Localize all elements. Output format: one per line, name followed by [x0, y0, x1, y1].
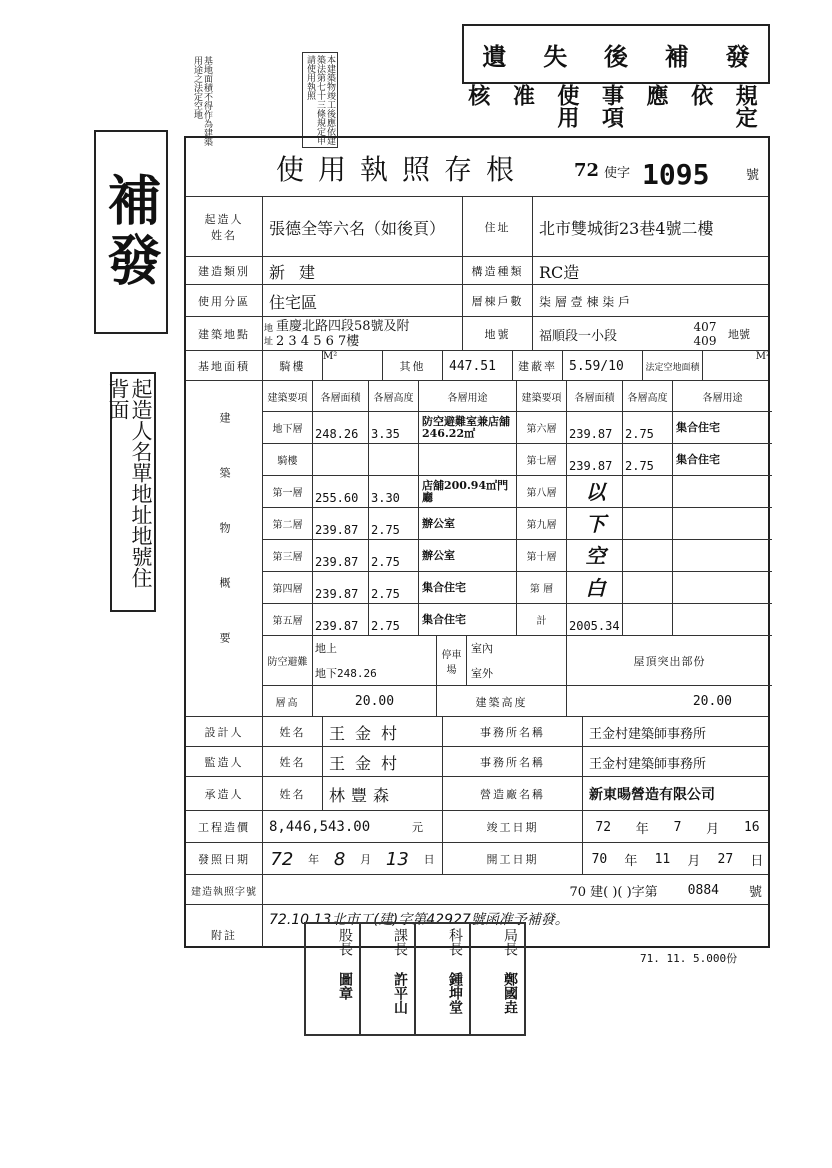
lot-no2: 409 — [693, 334, 717, 348]
rule-char: 事項 — [598, 84, 625, 128]
permit-suffix: 號 — [746, 168, 760, 183]
floor-area: 239.87 — [566, 411, 622, 443]
floor-name: 第一層 — [262, 475, 312, 507]
arcade-unit: M² — [322, 351, 382, 381]
floor-name: 第十層 — [516, 539, 566, 571]
start-year: 70 — [591, 851, 608, 867]
floor-use: 集合住宅 — [418, 603, 516, 635]
designer-name: 王金村 — [322, 717, 442, 747]
supervisor-name: 王金村 — [322, 747, 442, 777]
shelter-values — [312, 635, 436, 685]
cost-unit: 元 — [412, 821, 423, 834]
supervisor-office: 王金村建築師事務所 — [582, 747, 772, 777]
signoff-name: 圖章 — [337, 972, 353, 1000]
issue-label: 發照日期 — [198, 853, 250, 866]
designer-row — [186, 716, 768, 747]
owner-row — [186, 196, 768, 257]
bldg-height-label: 建築高度 — [436, 685, 566, 717]
floor-use: 店舖200.94㎡門廳 — [418, 475, 516, 507]
finish-y: 年 — [635, 821, 649, 837]
lot-no1: 407 — [693, 320, 717, 334]
signoff-box — [304, 922, 526, 1036]
floor-area: 白 — [566, 571, 622, 603]
reissue-stamp: 補發 — [94, 130, 168, 334]
floor-area: 下 — [566, 507, 622, 539]
ratio-value: 5.59/10 — [562, 351, 642, 381]
form-header — [186, 138, 768, 196]
floor-name: 第七層 — [516, 443, 566, 475]
issue-day: 13 — [385, 848, 409, 870]
ratio-label: 建蔽率 — [512, 351, 562, 381]
signoff-name: 許平山 — [392, 972, 408, 1014]
floor-use: 辦公室 — [418, 539, 516, 571]
floor-name: 第八層 — [516, 475, 566, 507]
permit-year: 72 — [574, 160, 600, 181]
finish-year: 72 — [595, 819, 612, 835]
floors-grid — [262, 381, 772, 717]
floor-height — [368, 443, 418, 475]
owner-label-bottom: 姓名 — [211, 229, 237, 242]
floor-name: 第九層 — [516, 507, 566, 539]
signoff-col: 局長 — [502, 928, 518, 956]
type-label: 建造類別 — [198, 265, 250, 278]
floor-height: 2.75 — [622, 411, 672, 443]
floor-height: 3.30 — [368, 475, 418, 507]
floor-use — [672, 571, 772, 603]
open-area-label: 法定空地面積 — [642, 351, 702, 381]
table-header: 建築要項 — [262, 381, 312, 411]
floor-height: 2.75 — [368, 507, 418, 539]
finish-month: 7 — [673, 819, 682, 835]
floor-name: 地下層 — [262, 411, 312, 443]
issue-row — [186, 842, 768, 875]
designer-label: 設計人 — [204, 726, 244, 739]
owner-name: 張德全等六名（如後頁） — [262, 197, 462, 257]
contractor-firm-label: 營造廠名稱 — [442, 777, 582, 811]
roof-label: 屋頂突出部份 — [566, 635, 772, 685]
issue-y: 年 — [308, 853, 320, 866]
parking-values — [466, 635, 566, 685]
floor-height — [622, 603, 672, 635]
rule-char: 遺 — [482, 41, 507, 71]
type-value: 新建 — [262, 257, 462, 285]
floor-use — [672, 603, 772, 635]
floor-height — [622, 571, 672, 603]
floor-name: 騎樓 — [262, 443, 312, 475]
table-header: 各層面積 — [566, 381, 622, 411]
floor-height: 2.75 — [622, 443, 672, 475]
floor-use: 辦公室 — [418, 507, 516, 539]
floor-height — [622, 475, 672, 507]
site-label: 建築地點 — [198, 328, 250, 341]
lot-value: 福順段一小段 — [532, 317, 682, 351]
other-value: 447.51 — [442, 351, 512, 381]
open-area-unit: M² — [702, 351, 772, 381]
site-addr-line2: 2 3 4 5 6 7樓 — [276, 334, 360, 349]
cost-row — [186, 810, 768, 843]
remarks-value: 72.10.13北市工(建)字第42927號函准予補發。 — [262, 905, 772, 947]
signoff-name: 鍾坤堂 — [447, 972, 463, 1014]
designer-name-label: 姓名 — [262, 717, 322, 747]
supervisor-label: 監造人 — [204, 756, 244, 769]
floor-area: 239.87 — [312, 539, 368, 571]
parking-in: 室內 — [471, 642, 493, 656]
area-label: 基地面積 — [198, 360, 250, 373]
signoff-col: 課長 — [392, 928, 408, 956]
owner-label-top: 起造人 — [204, 213, 244, 226]
area-row — [186, 350, 768, 381]
shelter-label: 防空避難 — [262, 635, 312, 685]
floor-height — [622, 539, 672, 571]
remarks-label: 附註 — [211, 929, 237, 942]
arcade-label: 騎樓 — [262, 351, 322, 381]
designer-office-label: 事務所名稱 — [442, 717, 582, 747]
contractor-label: 承造人 — [204, 788, 244, 801]
cost-value: 8,446,543.00 — [262, 811, 412, 843]
floor-name: 第四層 — [262, 571, 312, 603]
rule-char: 補 — [664, 41, 689, 71]
permit-suffix-2: 號 — [748, 884, 762, 900]
floor-height: 2.75 — [368, 539, 418, 571]
finish-day: 16 — [743, 819, 760, 835]
floor-use — [672, 539, 772, 571]
floor-height: 2.75 — [368, 571, 418, 603]
start-month: 11 — [654, 851, 671, 867]
supervisor-row — [186, 746, 768, 777]
signoff-col: 科長 — [447, 928, 463, 956]
permit-value: 70 建( )( )字第 — [569, 884, 658, 900]
zone-value: 住宅區 — [262, 285, 462, 317]
owner-addr: 北市雙城街23巷4號二樓 — [532, 197, 772, 257]
start-d: 日 — [750, 853, 764, 869]
zone-label: 使用分區 — [198, 295, 250, 308]
top-note-1: 基地面積不得作為建築用途之法定空地 — [192, 56, 212, 146]
floors-table — [186, 380, 768, 717]
rule-char: 發 — [725, 41, 750, 71]
start-y: 年 — [624, 853, 638, 869]
floor-use: 集合住宅 — [672, 443, 772, 475]
floors-value: 柒 層 壹 棟 柒 戶 — [532, 285, 772, 317]
permit-number: 1095 — [642, 158, 710, 191]
floor-use: 防空避難室兼店舖246.22㎡ — [418, 411, 516, 443]
contractor-name-label: 姓名 — [262, 777, 322, 811]
supervisor-office-label: 事務所名稱 — [442, 747, 582, 777]
site-addr-line1: 重慶北路四段58號及附 — [276, 319, 410, 334]
floor-name: 第二層 — [262, 507, 312, 539]
issue-month: 8 — [333, 848, 346, 870]
floor-area: 248.26 — [312, 411, 368, 443]
issue-d: 日 — [423, 853, 435, 866]
floor-name: 計 — [516, 603, 566, 635]
rule-char: 規定 — [732, 84, 759, 128]
parking-label: 停車場 — [436, 635, 466, 685]
site-sub2: 址 — [263, 337, 273, 347]
shelter-below: 地下248.26 — [315, 666, 377, 680]
permit-form — [184, 136, 770, 948]
owner-addr-label: 住址 — [462, 197, 532, 257]
contractor-name: 林豐森 — [322, 777, 442, 811]
floor-height: 2.75 — [368, 603, 418, 635]
floor-height — [622, 507, 672, 539]
rule-char: 失 — [543, 41, 568, 71]
floor-area: 2005.34 — [566, 603, 622, 635]
floor-area: 255.60 — [312, 475, 368, 507]
floor-use — [672, 475, 772, 507]
rule-char: 准 — [509, 84, 536, 106]
contractor-row — [186, 776, 768, 811]
other-label: 其他 — [382, 351, 442, 381]
cost-label: 工程造價 — [198, 821, 250, 834]
floors-label: 層棟戶數 — [462, 285, 532, 317]
permit-row — [186, 874, 768, 905]
table-header: 各層面積 — [312, 381, 368, 411]
floor-use: 集合住宅 — [418, 571, 516, 603]
section-label: 建築物概要 — [218, 411, 231, 687]
rule-char: 使用 — [553, 84, 580, 128]
table-header: 各層用途 — [672, 381, 772, 411]
page-title: 使用執照存根 — [276, 153, 529, 186]
finish-m: 月 — [706, 821, 720, 837]
signoff-col: 股長 — [337, 928, 353, 956]
floor-area: 空 — [566, 539, 622, 571]
table-header: 各層高度 — [368, 381, 418, 411]
floor-area: 239.87 — [312, 507, 368, 539]
zone-row — [186, 284, 768, 317]
permit-prefix: 使字 — [604, 166, 631, 181]
floor-name: 第六層 — [516, 411, 566, 443]
floor-area: 239.87 — [312, 571, 368, 603]
floor-name: 第三層 — [262, 539, 312, 571]
permit-label: 建造執照字號 — [191, 886, 257, 898]
site-sub1: 地 — [263, 324, 273, 334]
struct-value: RC造 — [532, 257, 772, 285]
site-row — [186, 316, 768, 351]
parking-out: 室外 — [471, 666, 493, 680]
floor-area: 239.87 — [566, 443, 622, 475]
floor-height: 3.35 — [368, 411, 418, 443]
floor-name: 第五層 — [262, 603, 312, 635]
storey-height-value: 20.00 — [312, 685, 436, 717]
floor-area — [312, 443, 368, 475]
contractor-firm: 新東暘營造有限公司 — [582, 777, 772, 811]
shelter-above: 地上 — [315, 642, 337, 656]
storey-height-label: 層高 — [262, 685, 312, 717]
floor-area: 239.87 — [312, 603, 368, 635]
supervisor-name-label: 姓名 — [262, 747, 322, 777]
rule-char: 核 — [464, 84, 491, 106]
lot-label: 地號 — [462, 317, 532, 351]
struct-label: 構造種類 — [462, 257, 532, 285]
lot-suffix: 地號 — [728, 328, 750, 341]
top-note-2: 本建築物竣工後應依建築法第七十三條規定申請使用執照 — [302, 52, 338, 148]
type-row — [186, 256, 768, 285]
floor-use — [418, 443, 516, 475]
issue-m: 月 — [360, 853, 372, 866]
floor-use — [672, 507, 772, 539]
start-label: 開工日期 — [442, 843, 582, 875]
bldg-height-value: 20.00 — [566, 685, 772, 717]
table-header: 各層高度 — [622, 381, 672, 411]
print-footer: 71. 11. 5.000份 — [640, 952, 738, 965]
floor-area: 以 — [566, 475, 622, 507]
start-day: 27 — [717, 851, 734, 867]
approval-rule-row — [456, 84, 768, 140]
permit-no: 0884 — [687, 882, 719, 898]
table-header: 建築要項 — [516, 381, 566, 411]
start-m: 月 — [687, 853, 701, 869]
floor-use: 集合住宅 — [672, 411, 772, 443]
rule-char: 應 — [643, 84, 670, 106]
rule-char: 依 — [687, 84, 714, 106]
owner-list-note: 起造人名單地址地號住背面 — [110, 372, 156, 612]
issue-year: 72 — [270, 848, 294, 870]
finish-label: 竣工日期 — [442, 811, 582, 843]
signoff-name: 鄭國垚 — [502, 972, 518, 1014]
designer-office: 王金村建築師事務所 — [582, 717, 772, 747]
table-header: 各層用途 — [418, 381, 516, 411]
floor-name: 第 層 — [516, 571, 566, 603]
rule-char: 後 — [603, 41, 628, 71]
reissue-rule-box — [462, 24, 770, 84]
